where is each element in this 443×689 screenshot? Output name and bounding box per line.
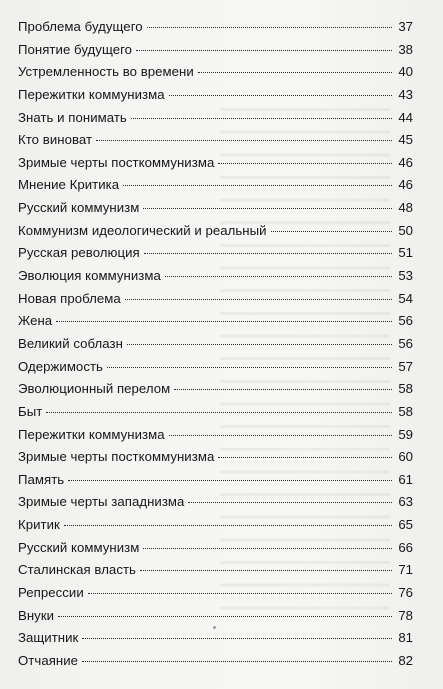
toc-entry <box>18 310 413 333</box>
entry-page-number: 56 <box>398 335 413 351</box>
dot-leader <box>131 116 392 119</box>
entry-page-number: 76 <box>398 585 413 601</box>
entry-title: Знать и понимать <box>18 109 127 125</box>
entry-page-number: 66 <box>398 539 413 555</box>
entry-title: Великий соблазн <box>18 335 123 351</box>
toc-entry <box>18 16 413 39</box>
entry-title: Зримые черты посткоммунизма <box>18 154 215 170</box>
dot-leader <box>143 546 392 549</box>
toc-entry <box>18 627 413 650</box>
dot-leader <box>140 568 392 571</box>
entry-title: Зримые черты посткоммунизма <box>18 449 215 465</box>
dot-leader <box>218 455 392 458</box>
entry-title: Новая проблема <box>18 290 121 306</box>
entry-page-number: 58 <box>398 403 413 419</box>
dot-leader <box>46 410 392 413</box>
entry-title: Одержимость <box>18 358 103 374</box>
toc-entry <box>18 605 413 628</box>
dot-leader <box>198 70 392 73</box>
dot-leader <box>165 274 392 277</box>
dot-leader <box>218 161 392 164</box>
entry-title: Быт <box>18 403 43 419</box>
entry-page-number: 44 <box>398 109 413 125</box>
dot-leader <box>88 591 392 594</box>
toc-entry <box>18 356 413 379</box>
entry-page-number: 78 <box>398 607 413 623</box>
entry-page-number: 61 <box>398 471 413 487</box>
entry-title: Критик <box>18 517 60 533</box>
dot-leader <box>143 206 392 209</box>
dot-leader <box>174 387 392 390</box>
entry-title: Репрессии <box>18 585 84 601</box>
toc-entry <box>18 514 413 537</box>
toc-entry <box>18 61 413 84</box>
entry-title: Устремленность во времени <box>18 64 194 80</box>
entry-title: Мнение Критика <box>18 177 120 193</box>
entry-title: Внуки <box>18 607 55 623</box>
entry-page-number: 53 <box>398 268 413 284</box>
dot-leader <box>169 93 392 96</box>
table-of-contents <box>18 16 413 673</box>
toc-entry <box>18 220 413 243</box>
entry-page-number: 40 <box>398 64 413 80</box>
entry-page-number: 71 <box>398 562 413 578</box>
entry-title: Сталинская власть <box>18 562 136 578</box>
entry-page-number: 50 <box>398 222 413 238</box>
entry-title: Отчаяние <box>18 652 79 668</box>
dot-leader <box>96 138 392 141</box>
entry-page-number: 57 <box>398 358 413 374</box>
toc-entry <box>18 424 413 447</box>
dot-leader <box>188 500 392 503</box>
dot-leader <box>271 229 392 232</box>
entry-page-number: 51 <box>398 245 413 261</box>
dot-leader <box>82 636 392 639</box>
entry-title: Русский коммунизм <box>18 539 140 555</box>
entry-title: Эволюционный перелом <box>18 381 171 397</box>
entry-title: Память <box>18 471 65 487</box>
entry-title: Эволюция коммунизма <box>18 268 161 284</box>
toc-entry <box>18 446 413 469</box>
toc-entry <box>18 582 413 605</box>
entry-title: Зримые черты западнизма <box>18 494 185 510</box>
dot-leader <box>169 433 392 436</box>
entry-page-number: 38 <box>398 41 413 57</box>
toc-entry <box>18 129 413 152</box>
entry-page-number: 43 <box>398 86 413 102</box>
toc-entry <box>18 174 413 197</box>
entry-page-number: 65 <box>398 517 413 533</box>
dot-leader <box>144 251 392 254</box>
toc-entry <box>18 401 413 424</box>
entry-title: Проблема будущего <box>18 19 143 34</box>
entry-page-number: 54 <box>398 290 413 306</box>
toc-entry <box>18 288 413 311</box>
toc-entry <box>18 491 413 514</box>
toc-entry <box>18 265 413 288</box>
toc-entry <box>18 559 413 582</box>
toc-entry <box>18 650 413 673</box>
dot-leader <box>107 365 392 368</box>
entry-title: Кто виноват <box>18 132 93 148</box>
entry-page-number: 60 <box>398 449 413 465</box>
toc-entry <box>18 197 413 220</box>
entry-title: Защитник <box>18 630 79 646</box>
toc-entry <box>18 39 413 62</box>
entry-page-number: 46 <box>398 154 413 170</box>
entry-page-number: 45 <box>398 132 413 148</box>
dot-leader <box>64 523 392 526</box>
dot-leader <box>125 297 392 300</box>
toc-entry <box>18 333 413 356</box>
entry-title: Коммунизм идеологический и реальный <box>18 222 267 238</box>
dot-leader <box>147 25 392 28</box>
dot-leader <box>68 478 392 481</box>
entry-page-number: 63 <box>398 494 413 510</box>
entry-page-number: 82 <box>398 652 413 668</box>
entry-title: Понятие будущего <box>18 41 133 57</box>
entry-page-number: 56 <box>398 313 413 329</box>
toc-entry <box>18 469 413 492</box>
entry-page-number: 81 <box>398 630 413 646</box>
dot-leader <box>136 48 392 51</box>
toc-entry <box>18 84 413 107</box>
entry-page-number: 37 <box>398 19 413 34</box>
entry-title: Пережитки коммунизма <box>18 426 165 442</box>
dot-leader <box>123 183 392 186</box>
entry-page-number: 46 <box>398 177 413 193</box>
entry-page-number: 59 <box>398 426 413 442</box>
entry-page-number: 48 <box>398 200 413 216</box>
entry-page-number: 58 <box>398 381 413 397</box>
entry-title: Жена <box>18 313 53 329</box>
dot-leader <box>56 319 392 322</box>
entry-title: Пережитки коммунизма <box>18 86 165 102</box>
dot-leader <box>82 659 392 662</box>
toc-entry <box>18 107 413 130</box>
dot-leader <box>58 614 392 617</box>
toc-entry <box>18 537 413 560</box>
entry-title: Русская революция <box>18 245 140 261</box>
entry-title: Русский коммунизм <box>18 200 140 216</box>
toc-entry <box>18 242 413 265</box>
toc-entry <box>18 378 413 401</box>
dot-leader <box>127 342 392 345</box>
toc-entry <box>18 152 413 175</box>
